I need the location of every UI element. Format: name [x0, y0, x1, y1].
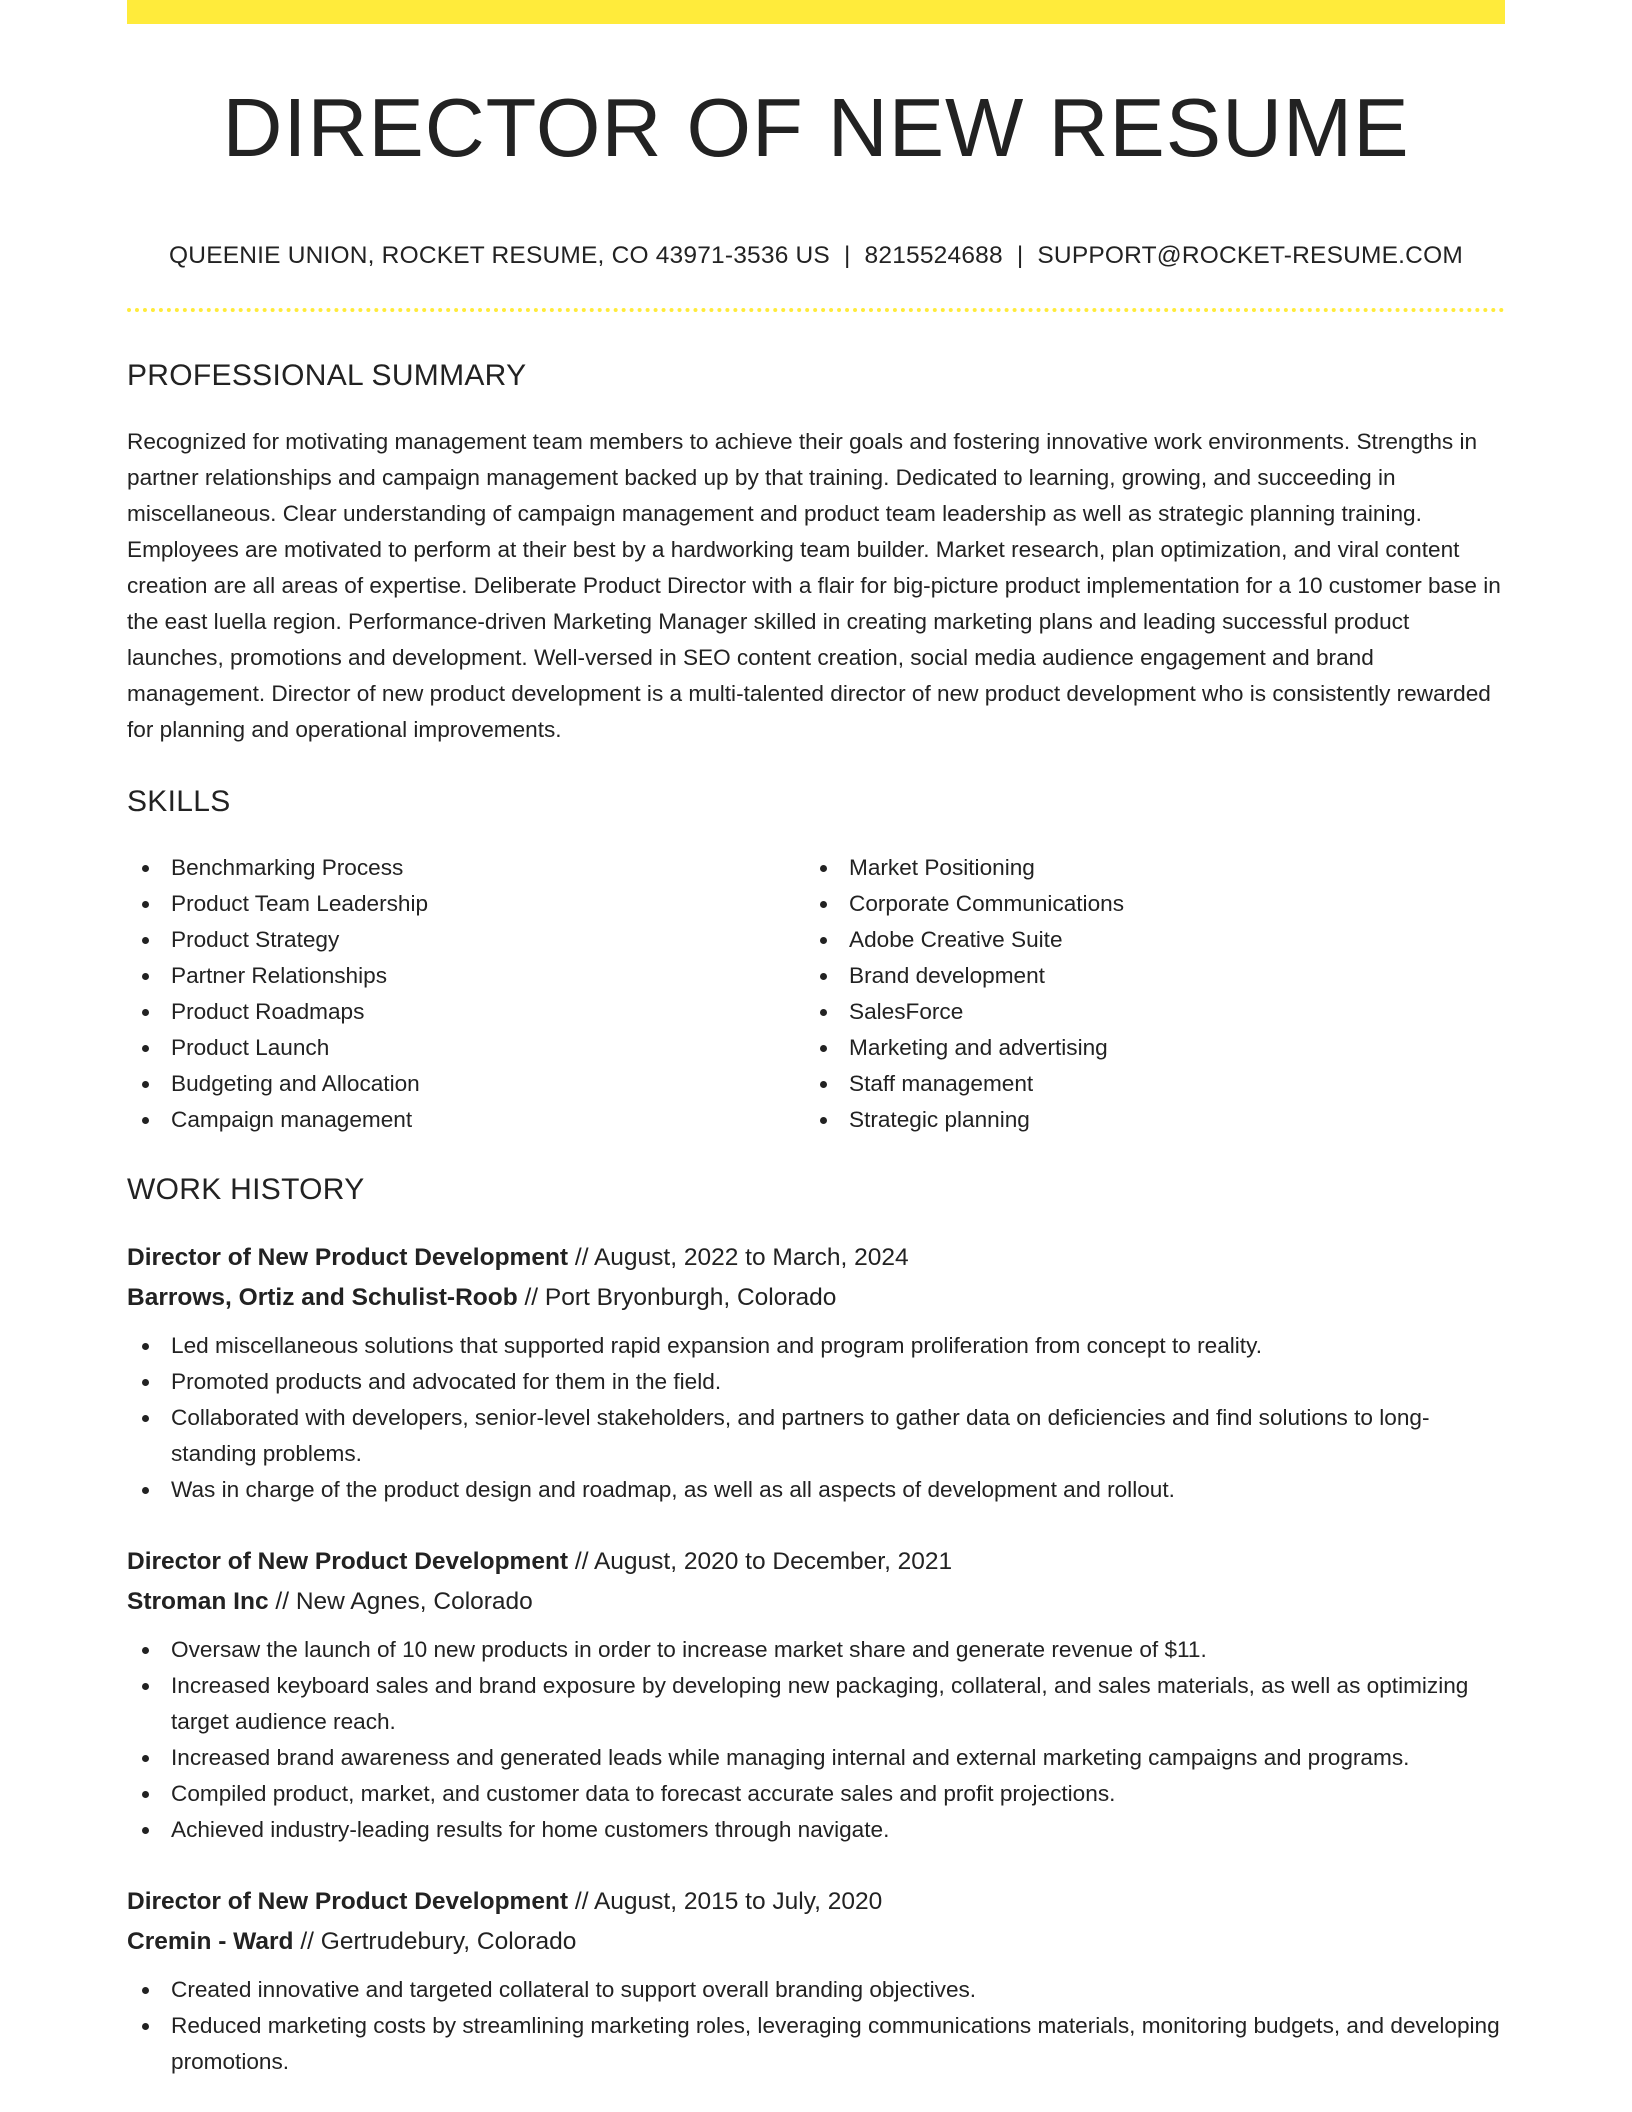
field-separator: //	[568, 1548, 594, 1575]
job-company-line	[127, 1922, 1505, 1962]
skills-list-left	[127, 850, 805, 1138]
contact-separator: |	[1016, 242, 1024, 269]
skill-item: Staff management	[805, 1066, 1505, 1102]
job-company: Cremin - Ward	[127, 1928, 294, 1955]
contact-line	[127, 240, 1505, 272]
summary-text: Recognized for motivating management team members to achieve their goals and fostering innovative work environments. Strengths in partner relationships and campaign management backed up by that training. Dedicated to learning, growing, and succeeding in miscellaneous. Clear understanding of campaign management and product team leadership as well as strategic planning training. Employees are motivated to perform at their best by a hardworking team builder. Market research, plan optimization, and viral content creation are all areas of expertise. Deliberate Product Director with a flair for big-picture product implementation for a 10 customer base in the east luella region. Performance-driven Marketing Manager skilled in creating marketing plans and leading successful product launches, promotions and development. Well-versed in SEO content creation, social media audience engagement and brand management. Director of new product development is a multi-talented director of new product development who is consistently rewarded for planning and operational improvements.	[127, 429, 1501, 742]
field-separator: //	[568, 1244, 594, 1271]
job-duties	[127, 1328, 1505, 1508]
job-title: Director of New Product Development	[127, 1244, 569, 1271]
job-location: Port Bryonburgh, Colorado	[544, 1284, 837, 1311]
job-company-line	[127, 1582, 1505, 1622]
job-title-line	[127, 1542, 1505, 1582]
skill-item: Benchmarking Process	[127, 850, 805, 886]
duty-item: Oversaw the launch of 10 new products in order to increase market share and generate revenue of $11.	[127, 1632, 1505, 1668]
skill-item: Product Team Leadership	[127, 886, 805, 922]
skill-item: Brand development	[805, 958, 1505, 994]
contact-address: QUEENIE UNION, ROCKET RESUME, CO 43971-3536 US	[169, 242, 830, 269]
duty-item: Increased brand awareness and generated leads while managing internal and external marketing campaigns and programs.	[127, 1740, 1505, 1776]
job-title: Director of New Product Development	[127, 1888, 569, 1915]
contact-separator: |	[843, 242, 851, 269]
skill-item: Budgeting and Allocation	[127, 1066, 805, 1102]
job-title-line	[127, 1882, 1505, 1922]
duty-item: Led miscellaneous solutions that supported rapid expansion and program proliferation from concept to reality.	[127, 1328, 1505, 1364]
job-duties	[127, 1632, 1505, 1848]
dotted-divider	[127, 308, 1505, 312]
skill-item: Product Strategy	[127, 922, 805, 958]
skill-item: Strategic planning	[805, 1102, 1505, 1138]
duty-item: Created innovative and targeted collateral to support overall branding objectives.	[127, 1972, 1505, 2008]
duty-item: Increased keyboard sales and brand exposure by developing new packaging, collateral, and sales materials, as well as optimizing target audience reach.	[127, 1668, 1505, 1740]
skill-item: Campaign management	[127, 1102, 805, 1138]
job-location: New Agnes, Colorado	[295, 1588, 533, 1615]
duty-item: Reduced marketing costs by streamlining marketing roles, leveraging communications materials, monitoring budgets, and developing promotions.	[127, 2008, 1505, 2080]
skill-item: SalesForce	[805, 994, 1505, 1030]
contact-email: SUPPORT@ROCKET-RESUME.COM	[1037, 242, 1463, 269]
duty-item: Compiled product, market, and customer data to forecast accurate sales and profit projections.	[127, 1776, 1505, 1812]
field-separator: //	[293, 1928, 321, 1955]
skill-item: Adobe Creative Suite	[805, 922, 1505, 958]
job-entry	[127, 1542, 1505, 1848]
job-location: Gertrudebury, Colorado	[320, 1928, 577, 1955]
skill-item: Market Positioning	[805, 850, 1505, 886]
duty-item: Promoted products and advocated for them in the field.	[127, 1364, 1505, 1400]
field-separator: //	[568, 1888, 594, 1915]
resume-title: DIRECTOR OF NEW RESUME	[222, 81, 1410, 174]
field-separator: //	[268, 1588, 296, 1615]
job-title: Director of New Product Development	[127, 1548, 569, 1575]
contact-phone: 8215524688	[864, 242, 1003, 269]
duty-item: Was in charge of the product design and roadmap, as well as all aspects of development and rollout.	[127, 1472, 1505, 1508]
skill-item: Corporate Communications	[805, 886, 1505, 922]
summary-heading: PROFESSIONAL SUMMARY	[127, 359, 527, 392]
duty-item: Achieved industry-leading results for home customers through navigate.	[127, 1812, 1505, 1848]
job-company-line	[127, 1278, 1505, 1318]
field-separator: //	[517, 1284, 545, 1311]
job-entry	[127, 1238, 1505, 1508]
job-dates: August, 2022 to March, 2024	[593, 1244, 909, 1271]
skill-item: Product Roadmaps	[127, 994, 805, 1030]
job-duties	[127, 1972, 1505, 2080]
skills-heading: SKILLS	[127, 785, 231, 818]
skill-item: Marketing and advertising	[805, 1030, 1505, 1066]
job-company: Stroman Inc	[127, 1588, 269, 1615]
job-dates: August, 2020 to December, 2021	[593, 1548, 953, 1575]
skills-grid	[127, 850, 1505, 1138]
resume-content	[127, 0, 1505, 2080]
skill-item: Partner Relationships	[127, 958, 805, 994]
job-dates: August, 2015 to July, 2020	[593, 1888, 883, 1915]
job-entry	[127, 1882, 1505, 2080]
duty-item: Collaborated with developers, senior-level stakeholders, and partners to gather data on deficiencies and find solutions to long-standing problems.	[127, 1400, 1505, 1472]
job-title-line	[127, 1238, 1505, 1278]
skills-list-right	[805, 850, 1505, 1138]
job-company: Barrows, Ortiz and Schulist-Roob	[127, 1284, 518, 1311]
work-history-heading: WORK HISTORY	[127, 1173, 365, 1206]
skill-item: Product Launch	[127, 1030, 805, 1066]
